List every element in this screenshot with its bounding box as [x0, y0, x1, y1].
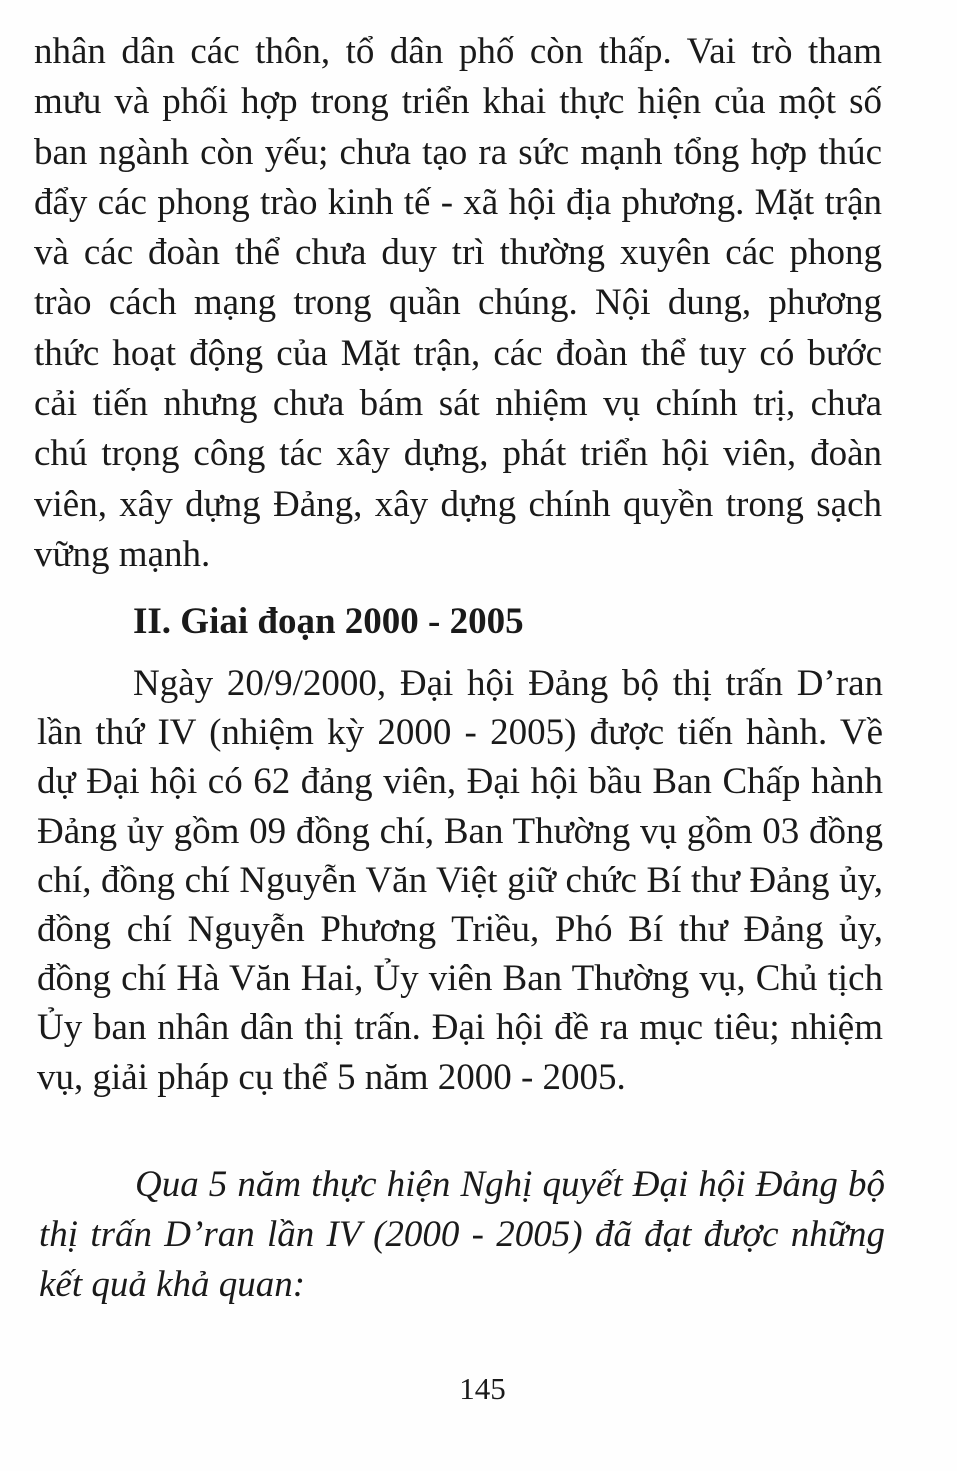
page-number: 145: [459, 1371, 506, 1406]
paragraph-results: Qua 5 năm thực hiện Nghị quyết Đại hội Đảng bộ thị trấn D’ran lần IV (2000 - 2005) đã đạt được những kết quả khả quan:: [39, 1164, 885, 1305]
paragraph-congress: Ngày 20/9/2000, Đại hội Đảng bộ thị trấn D’ran lần thứ IV (nhiệm kỳ 2000 - 2005) được tiến hành. Về dự Đại hội có 62 đảng viên, Đại hội bầu Ban Chấp hành Đảng ủy gồm 09 đồng chí, Ban Thường vụ gồm 03 đồng chí, đồng chí Nguyễn Văn Việt giữ chức Bí thư Đảng ủy, đồng chí Nguyễn Phương Triều, Phó Bí thư Đảng ủy, đồng chí Hà Văn Hai, Ủy viên Ban Thường vụ, Chủ tịch Ủy ban nhân dân thị trấn. Đại hội đề ra mục tiêu; nhiệm vụ, giải pháp cụ thể 5 năm 2000 - 2005.: [37, 663, 883, 1098]
section-heading: II. Giai đoạn 2000 - 2005: [133, 601, 524, 642]
paragraph-intro: nhân dân các thôn, tổ dân phố còn thấp. Vai trò tham mưu và phối hợp trong triển khai thực hiện của một số ban ngành còn yếu; chưa tạo ra sức mạnh tổng hợp thúc đẩy các phong trào kinh tế - xã hội địa phương. Mặt trận và các đoàn thể chưa duy trì thường xuyên các phong trào cách mạng trong quần chúng. Nội dung, phương thức hoạt động của Mặt trận, các đoàn thể tuy có bước cải tiến nhưng chưa bám sát nhiệm vụ chính trị, chưa chú trọng công tác xây dựng, phát triển hội viên, đoàn viên, xây dựng Đảng, xây dựng chính quyền trong sạch vững mạnh.: [34, 31, 882, 575]
